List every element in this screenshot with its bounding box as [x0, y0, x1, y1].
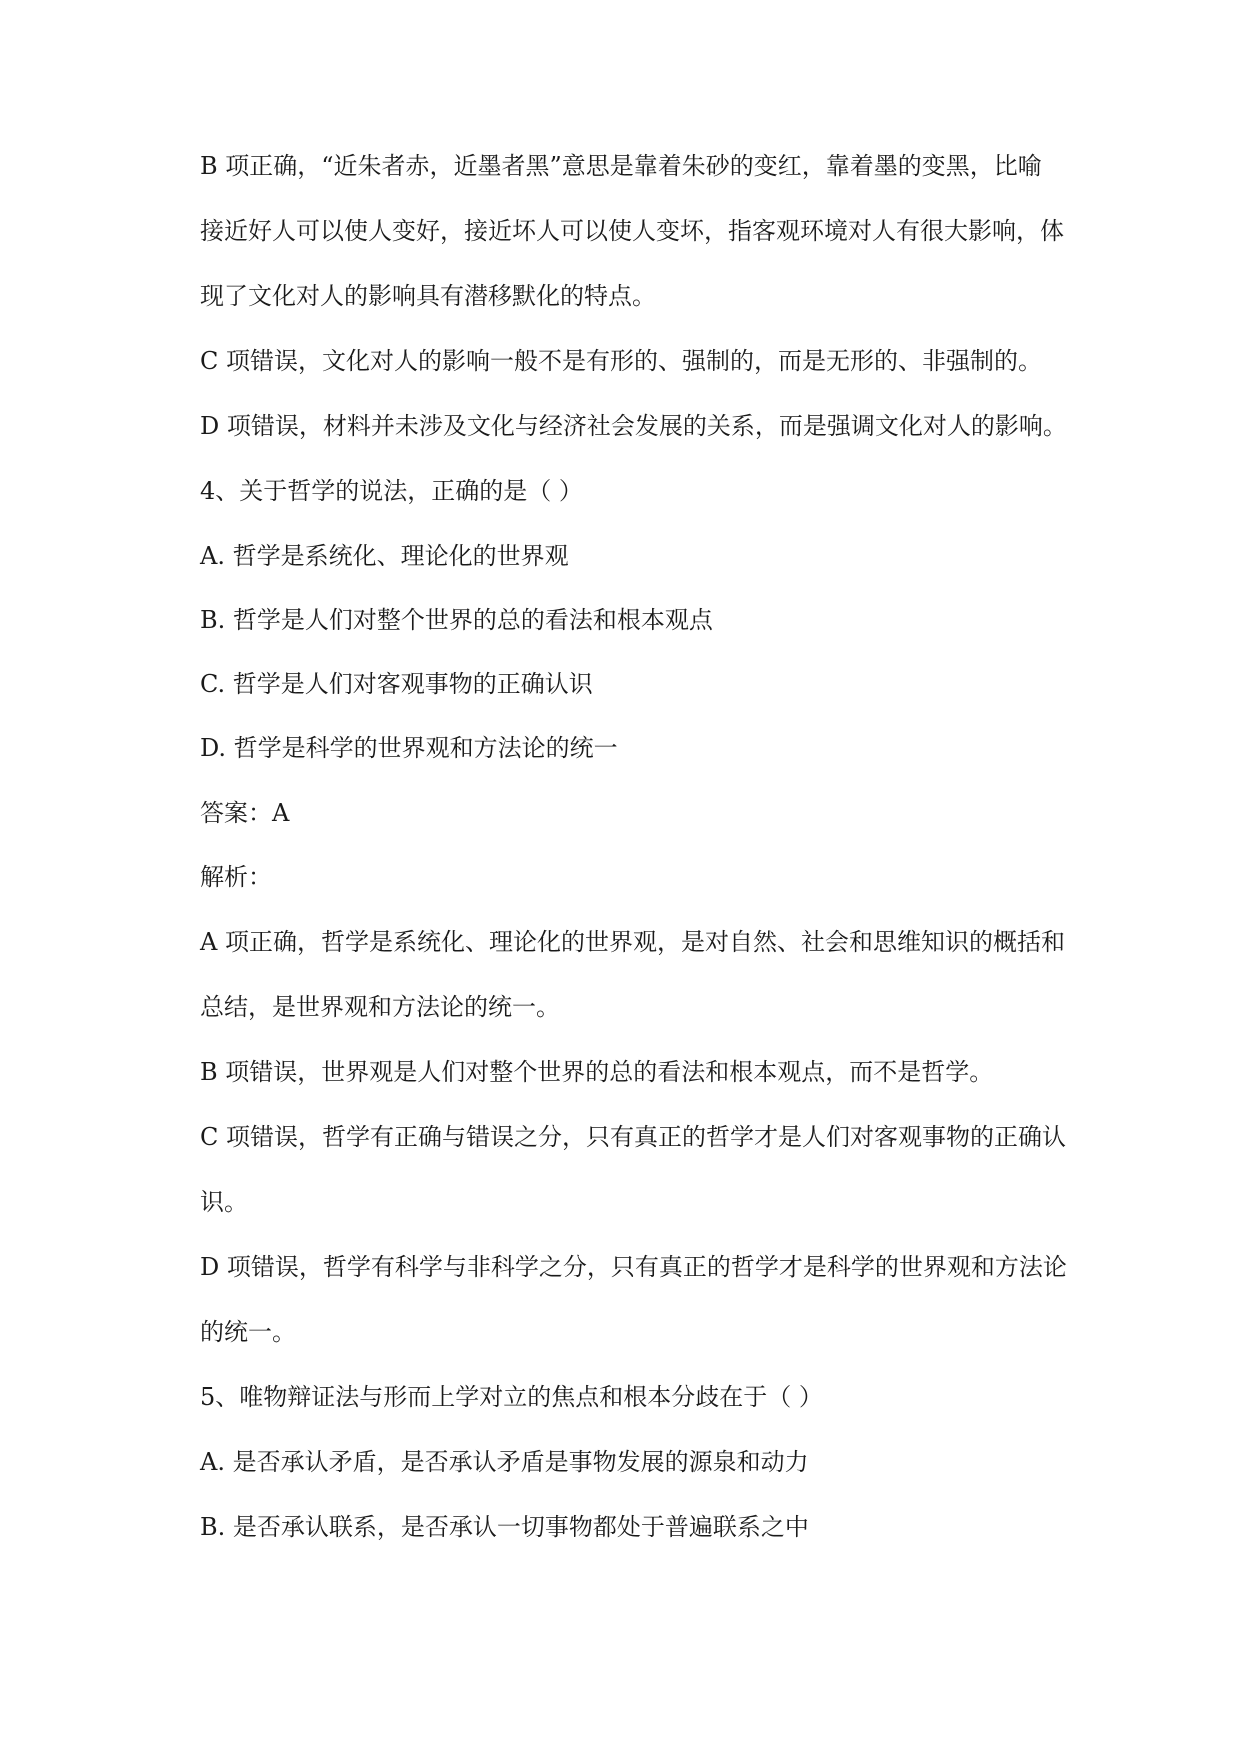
q4-option-b: B. 哲学是人们对整个世界的总的看法和根本观点 — [200, 606, 713, 634]
paragraph-b-correct-line-3: 现了文化对人的影响具有潜移默化的特点。 — [200, 282, 656, 310]
paragraph-b-correct-line-1: B 项正确，“近朱者赤，近墨者黑”意思是靠着朱砂的变红，靠着墨的变黑，比喻 — [200, 152, 1042, 180]
q4-analysis-d-line-1: D 项错误，哲学有科学与非科学之分，只有真正的哲学才是科学的世界观和方法论 — [200, 1253, 1067, 1281]
q4-analysis-b: B 项错误，世界观是人们对整个世界的总的看法和根本观点，而不是哲学。 — [200, 1058, 994, 1086]
q4-analysis-heading: 解析： — [200, 863, 272, 891]
q4-analysis-c-line-1: C 项错误，哲学有正确与错误之分，只有真正的哲学才是人们对客观事物的正确认 — [200, 1123, 1066, 1151]
q4-option-c: C. 哲学是人们对客观事物的正确认识 — [200, 670, 593, 698]
q4-answer: 答案：A — [200, 799, 290, 827]
q4-analysis-d-line-2: 的统一。 — [200, 1318, 296, 1346]
paragraph-c-wrong: C 项错误，文化对人的影响一般不是有形的、强制的，而是无形的、非强制的。 — [200, 347, 1042, 375]
q4-option-a: A. 哲学是系统化、理论化的世界观 — [200, 542, 569, 570]
q4-analysis-a-line-2: 总结，是世界观和方法论的统一。 — [200, 993, 560, 1021]
paragraph-b-correct-line-2: 接近好人可以使人变好，接近坏人可以使人变坏，指客观环境对人有很大影响，体 — [200, 217, 1064, 245]
question-5: 5、唯物辩证法与形而上学对立的焦点和根本分歧在于（ ） — [200, 1383, 823, 1411]
q4-analysis-c-line-2: 识。 — [200, 1188, 248, 1216]
q4-analysis-a-line-1: A 项正确，哲学是系统化、理论化的世界观，是对自然、社会和思维知识的概括和 — [200, 928, 1065, 956]
paragraph-d-wrong: D 项错误，材料并未涉及文化与经济社会发展的关系，而是强调文化对人的影响。 — [200, 412, 1067, 440]
q5-option-a: A. 是否承认矛盾，是否承认矛盾是事物发展的源泉和动力 — [200, 1448, 809, 1476]
question-4: 4、关于哲学的说法，正确的是（ ） — [200, 477, 583, 505]
q5-option-b: B. 是否承认联系，是否承认一切事物都处于普遍联系之中 — [200, 1513, 809, 1541]
q4-option-d: D. 哲学是科学的世界观和方法论的统一 — [200, 734, 618, 762]
